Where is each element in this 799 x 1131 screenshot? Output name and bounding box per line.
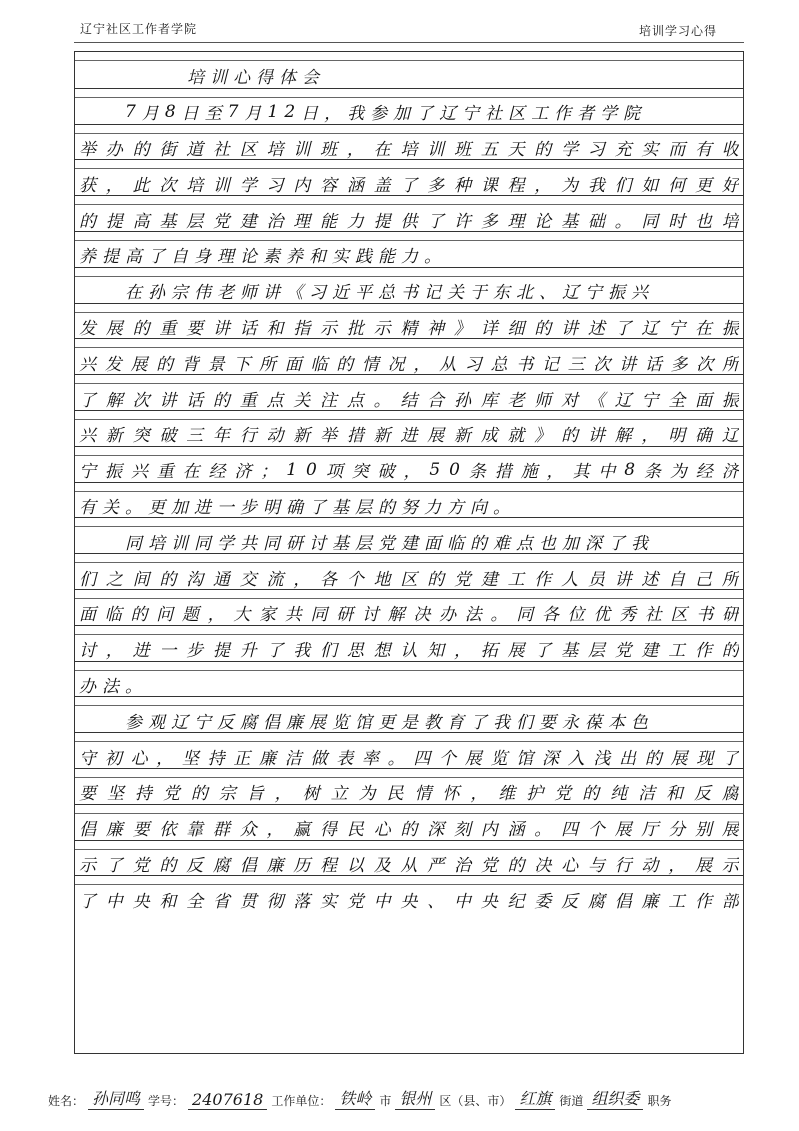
- handwritten-line: 养 提 高 了 自 身 理 论 素 养 和 实 践 能 力 。: [79, 247, 441, 267]
- position-value: 组织委: [587, 1086, 643, 1110]
- grid-row: [75, 231, 743, 267]
- grid-row: [75, 696, 743, 732]
- grid-row: [75, 875, 743, 911]
- handwritten-line: 兴 发 展 的 背 景 下 所 面 临 的 情 况 ， 从 习 总 书 记 三 次 讲 话 多 次 所: [79, 354, 739, 375]
- header-rule: [74, 42, 744, 43]
- grid-row: [75, 625, 743, 661]
- grid-row: [75, 88, 743, 124]
- handwritten-line: 有 关 。 更 加 进 一 步 明 确 了 基 层 的 努 力 方 向 。: [79, 498, 510, 518]
- grid-row: [75, 840, 743, 876]
- handwritten-line: 举 办 的 街 道 社 区 培 训 班 ， 在 培 训 班 五 天 的 学 习 充 实 而 有 收: [79, 140, 739, 160]
- name-label: 姓名：: [48, 1094, 85, 1108]
- grid-row: [75, 661, 743, 697]
- grid-row: [75, 159, 743, 195]
- street-value: 红旗: [515, 1086, 555, 1110]
- handwritten-line: 同 培 训 同 学 共 同 研 讨 基 层 党 建 面 临 的 难 点 也 加 深 了 我: [125, 533, 648, 554]
- grid-row: [75, 553, 743, 589]
- city-label: 市: [379, 1094, 392, 1108]
- handwritten-line: 面 临 的 问 题 ， 大 家 共 同 研 讨 解 决 办 法 。 同 各 位 优 秀 社 区 书 研: [79, 605, 739, 625]
- grid-row: [75, 410, 743, 446]
- title-row: [75, 52, 743, 88]
- handwritten-line: 在 孙 宗 伟 老 师 讲 《 习 近 平 总 书 记 关 于 东 北 、 辽 宁 振 兴: [125, 283, 648, 303]
- grid-row: [75, 768, 743, 804]
- grid-row: [75, 195, 743, 231]
- handwritten-line: 了 中 央 和 全 省 贯 彻 落 实 党 中 央 、 中 央 纪 委 反 腐 倡 廉 工 作 部: [79, 891, 739, 912]
- footer-info: [48, 1086, 758, 1110]
- handwritten-line: 要 坚 持 党 的 宗 旨 ， 树 立 为 民 情 怀 ， 维 护 党 的 纯 洁 和 反 腐: [79, 784, 739, 804]
- writing-grid: [74, 51, 744, 1054]
- handwritten-line: 讨 ， 进 一 步 提 升 了 我 们 思 想 认 知 ， 拓 展 了 基 层 党 建 工 作 的: [79, 641, 739, 661]
- handwritten-line: 示 了 党 的 反 腐 倡 廉 历 程 以 及 从 严 治 党 的 决 心 与 行 动 ， 展 示: [79, 856, 739, 876]
- handwritten-line: 办 法 。: [79, 677, 142, 697]
- header-doc-type: 培训学习心得: [638, 24, 717, 38]
- grid-row: [75, 267, 743, 303]
- name-value: 孙同鸣: [88, 1086, 144, 1110]
- grid-row: [75, 303, 743, 339]
- grid-row: [75, 732, 743, 768]
- grid-row: [75, 804, 743, 840]
- grid-row: [75, 374, 743, 410]
- handwritten-line: 们 之 间 的 沟 通 交 流 ， 各 个 地 区 的 党 建 工 作 人 员 讲 述 自 己 所: [79, 569, 739, 590]
- handwritten-line: 的 提 高 基 层 党 建 治 理 能 力 提 供 了 许 多 理 论 基 础 。 同 时 也 培: [79, 211, 739, 232]
- handwritten-line: 参 观 辽 宁 反 腐 倡 廉 展 览 馆 更 是 教 育 了 我 们 要 永 葆 本 色: [125, 712, 648, 733]
- city-value: 铁岭: [335, 1086, 375, 1110]
- id-value: 2407618: [188, 1090, 267, 1110]
- handwritten-line: 7 月 8 日 至 7 月 1 2 日 ， 我 参 加 了 辽 宁 社 区 工 作 者 学 院: [125, 101, 641, 124]
- handwritten-line: 了 解 次 讲 话 的 重 点 关 注 点 。 结 合 孙 库 老 师 对 《 辽 宁 全 面 振: [79, 390, 739, 411]
- essay-title: 培训心得体会: [187, 68, 325, 88]
- grid-row: [75, 338, 743, 374]
- grid-row: [75, 517, 743, 553]
- grid-row: [75, 589, 743, 625]
- street-label: 街道: [559, 1094, 584, 1108]
- id-label: 学号：: [148, 1094, 185, 1108]
- unit-label: 工作单位：: [271, 1094, 332, 1108]
- grid-row: [75, 124, 743, 160]
- handwritten-line: 发 展 的 重 要 讲 话 和 指 示 批 示 精 神 》 详 细 的 讲 述 了 辽 宁 在 振: [79, 319, 739, 339]
- handwritten-line: 守 初 心 ， 坚 持 正 廉 洁 做 表 率 。 四 个 展 览 馆 深 入 浅 出 的 展 现 了: [79, 748, 739, 769]
- header-institute: 辽宁社区工作者学院: [80, 22, 198, 36]
- district-label: 区（县、市）: [439, 1094, 512, 1108]
- handwritten-line: 宁 振 兴 重 在 经 济 ； 1 0 项 突 破 ， 5 0 条 措 施 ， 其 中 8 条 为 经 济: [79, 459, 739, 482]
- grid-row: [75, 446, 743, 482]
- position-label: 职务: [647, 1094, 672, 1108]
- grid-row: [75, 482, 743, 518]
- district-value: 银州: [395, 1086, 435, 1110]
- handwritten-line: 获 ， 此 次 培 训 学 习 内 容 涵 盖 了 多 种 课 程 ， 为 我 们 如 何 更 好: [79, 175, 739, 196]
- handwritten-line: 倡 廉 要 依 靠 群 众 ， 赢 得 民 心 的 深 刻 内 涵 。 四 个 展 厅 分 别 展: [79, 820, 739, 840]
- handwritten-line: 兴 新 突 破 三 年 行 动 新 举 措 新 进 展 新 成 就 》 的 讲 解 ， 明 确 辽: [79, 426, 739, 446]
